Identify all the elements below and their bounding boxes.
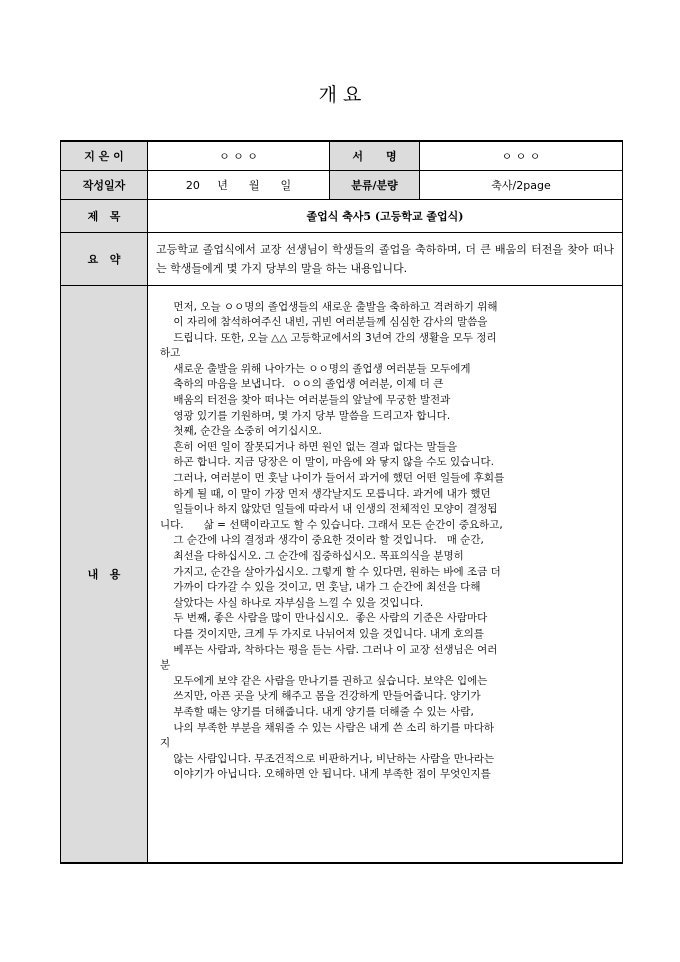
category-label: 분류/분량 — [330, 170, 420, 199]
date-row — [61, 170, 623, 199]
content-line: 두 번째, 좋은 사람을 많이 만나십시오. 좋은 사람의 기준은 사람마다 — [160, 612, 488, 625]
content-row — [61, 285, 623, 863]
content-line: 지 — [160, 737, 171, 750]
content-line: 영광 있기를 기원하며, 몇 가지 당부 말씀을 드리고자 합니다. — [160, 409, 451, 422]
content-line: 일들이나 하지 않았던 일들에 따라서 내 인생의 전체적인 모양이 결정됩 — [160, 503, 498, 516]
sign-label: 서 명 — [330, 141, 420, 170]
category-value: 축사/2page — [420, 170, 623, 199]
content-line: 하게 될 때, 이 말이 가장 먼저 생각날지도 모릅니다. 과거에 내가 했던 — [160, 487, 491, 500]
content-line: 배움의 터전을 찾아 떠나는 여러분들의 앞날에 무궁한 발전과 — [160, 394, 451, 407]
content-line: 첫째, 순간을 소중히 여기십시오. — [160, 425, 322, 438]
content-line: 모두에게 보약 같은 사람을 만나기를 권하고 싶습니다. 보약은 입에는 — [160, 674, 488, 687]
content-line: 그 순간에 나의 결정과 생각이 중요한 것이라 할 것입니다. 매 순간, — [160, 534, 484, 547]
author-label: 지 은 이 — [61, 141, 148, 170]
date-label: 작성일자 — [61, 170, 148, 199]
author-row — [61, 141, 623, 170]
content-line: 이야기가 아닙니다. 오해하면 안 됩니다. 내게 부족한 점이 무엇인지를 — [160, 768, 491, 781]
subject-row — [61, 199, 623, 232]
content-line: 축하의 마음을 보냅니다. ㅇㅇ의 졸업생 여러분, 이제 더 큰 — [160, 378, 444, 391]
summary-value: 고등학교 졸업식에서 교장 선생님이 학생들의 졸업을 축하하며, 더 큰 배움의 터전을 찾아 떠나는 학생들에게 몇 가지 당부의 말을 하는 내용입니다. — [148, 232, 623, 285]
content-line: 분 — [160, 659, 171, 672]
content-line: 그러나, 여러분이 먼 훗날 나이가 들어서 과거에 했던 어떤 일들에 후회를 — [160, 472, 505, 485]
subject-value: 졸업식 축사5 (고등학교 졸업식) — [148, 199, 623, 232]
content-label: 내 용 — [61, 285, 148, 863]
content-line: 먼저, 오늘 ㅇㅇ명의 졸업생들의 새로운 출발을 축하하고 격려하기 위해 — [160, 300, 498, 313]
content-line: 나의 부족한 부분을 채워줄 수 있는 사람은 내게 쓴 소리 하기를 마다하 — [160, 721, 495, 734]
content-line: 가까이 다가갈 수 있을 것이고, 먼 훗날, 내가 그 순간에 최선을 다해 — [160, 581, 481, 594]
content-line: 살았다는 사실 하나로 자부심을 느낄 수 있을 것입니다. — [160, 596, 424, 609]
content-line: 하고 — [160, 347, 181, 360]
content-line: 이 자리에 참석하여주신 내빈, 귀빈 여러분들께 심심한 감사의 말씀을 — [160, 316, 488, 329]
subject-label: 제 목 — [61, 199, 148, 232]
content-line: 흔히 어떤 일이 잘못되거나 하면 원인 없는 결과 없다는 말들을 — [160, 440, 457, 453]
content-line: 다를 것이지만, 크게 두 가지로 나뉘어져 있을 것입니다. 내게 호의를 — [160, 627, 484, 640]
author-value: ㅇ ㅇ ㅇ — [148, 141, 330, 170]
content-line: 않는 사람입니다. 무조건적으로 비판하거나, 비난하는 사람을 만나라는 — [160, 752, 495, 765]
content-line: 부족할 때는 양기를 더해줍니다. 내게 양기를 더해줄 수 있는 사람, — [160, 705, 474, 718]
summary-label: 요 약 — [61, 232, 148, 285]
date-value: 20 년 월 일 — [148, 170, 330, 199]
content-line: 하곤 합니다. 지금 당장은 이 말이, 마음에 와 닿지 않을 수도 있습니다. — [160, 456, 494, 469]
summary-row — [61, 232, 623, 285]
content-line: 니다. 삶 = 선택이라고도 할 수 있습니다. 그래서 모든 순간이 중요하고, — [160, 518, 503, 531]
content-body — [148, 285, 623, 863]
content-line: 쓰지만, 아픈 곳을 낫게 해주고 몸을 건강하게 만들어줍니다. 양기가 — [160, 690, 481, 703]
content-line: 베푸는 사람과, 착하다는 평을 듣는 사람. 그러나 이 교장 선생님은 여러 — [160, 643, 498, 656]
content-line: 드립니다. 또한, 오늘 △△ 고등학교에서의 3년여 간의 생활을 모두 정리 — [160, 331, 497, 344]
content-line: 가지고, 순간을 살아가십시오. 그렇게 할 수 있다면, 원하는 바에 조금 더 — [160, 565, 501, 578]
overview-table — [60, 140, 623, 864]
document-title: 개 요 — [318, 84, 362, 106]
sign-value: ㅇ ㅇ ㅇ — [420, 141, 623, 170]
content-line: 최선을 다하십시오. 그 순간에 집중하십시오. 목표의식을 분명히 — [160, 550, 464, 562]
content-line: 새로운 출발을 위해 나아가는 ㅇㅇ명의 졸업생 여러분들 모두에게 — [160, 362, 471, 375]
